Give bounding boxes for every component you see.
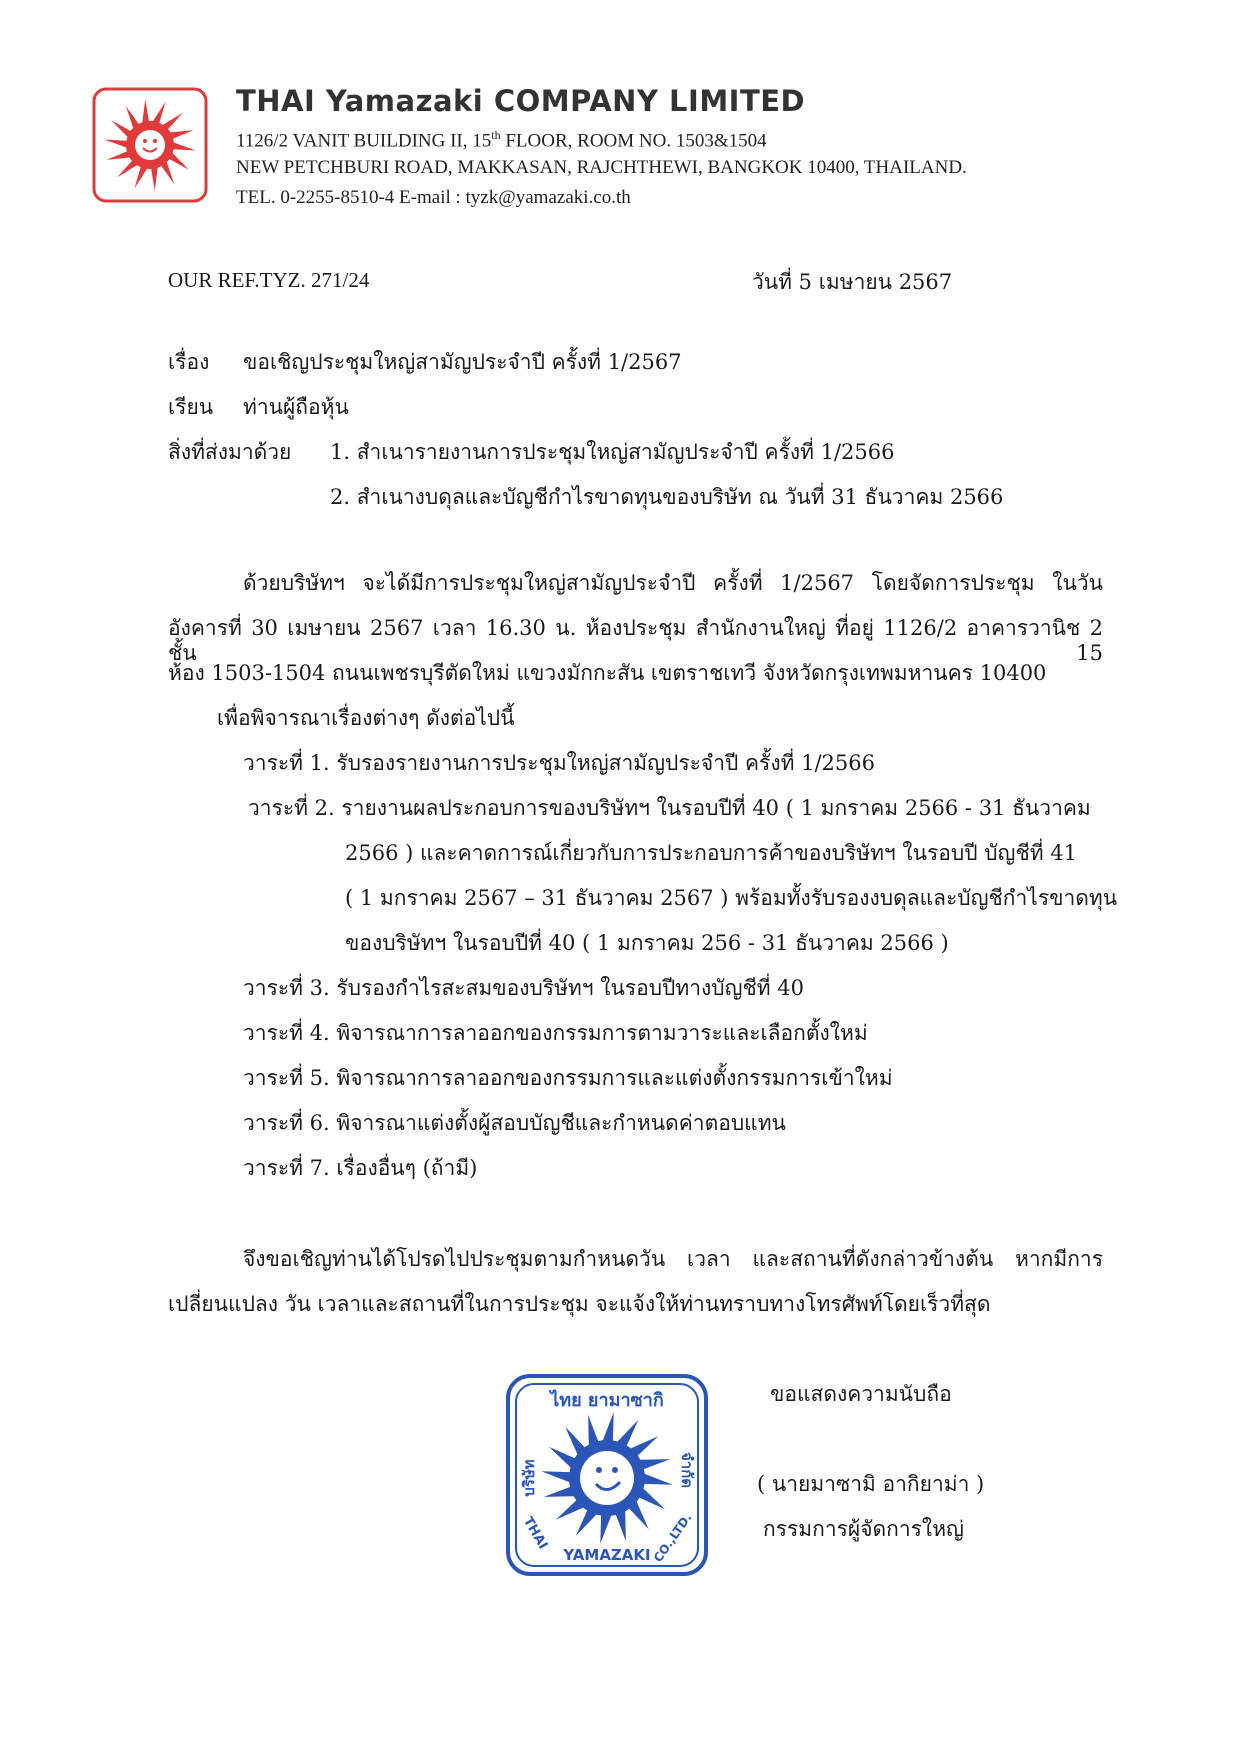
sun-ray-shape [541,1471,573,1484]
intro-line-3: ห้อง 1503-1504 ถนนเพชรบุรีตัดใหม่ แขวงมักกะสัน เขตราชเทวี จังหวัดกรุงเทพมหานคร 10400 [168,661,1047,685]
agenda-item-5: วาระที่ 5. พิจารณาการลาออกของกรรมการและแต่งตั้งกรรมการเข้าใหม่ [243,1066,893,1090]
reference-number: OUR REF.TYZ. 271/24 [168,268,370,292]
agenda-item-2: วาระที่ 2. รายงานผลประกอบการของบริษัทฯ ในรอบปีที่ 40 ( 1 มกราคม 2566 - 31 ธันวาคม [248,796,1091,820]
svg-text:จำกัด: จำกัด [678,1451,696,1489]
signatory-name: ( นายมาซามิ อากิยาม่า ) [757,1472,985,1496]
sun-ray-shape [600,1512,613,1544]
company-address-line-1: 1126/2 VANIT BUILDING II, 15th FLOOR, ROOM NO. 1503&1504 [236,128,767,152]
agenda-item-7: วาระที่ 7. เรื่องอื่นๆ (ถ้ามี) [243,1156,478,1180]
svg-text:THAI: THAI [519,1514,551,1553]
company-seal-stamp [502,1370,712,1580]
signatory-title: กรรมการผู้จัดการใหญ่ [763,1517,964,1541]
closing-regards: ขอแสดงความนับถือ [770,1382,952,1406]
intro-line-4: เพื่อพิจารณาเรื่องต่างๆ ดังต่อไปนี้ [217,706,515,730]
company-address-line-2: NEW PETCHBURI ROAD, MAKKASAN, RAJCHTHEWI, BANGKOK 10400, THAILAND. [236,157,967,178]
agenda-item-4: วาระที่ 4. พิจารณาการลาออกของกรรมการตามวาระและเลือกตั้งใหม่ [243,1021,868,1045]
svg-text:บริษัท: บริษัท [520,1459,538,1497]
subject-text: ขอเชิญประชุมใหญ่สามัญประจำปี ครั้งที่ 1/2567 [243,350,682,374]
agenda-item-2-cont-2: ( 1 มกราคม 2567 – 31 ธันวาคม 2567 ) พร้อมทั้งรับรองงบดุลและบัญชีกำไรขาดทุน [345,886,1118,910]
company-contact: TEL. 0-2255-8510-4 E-mail : tyzk@yamazaki.co.th [236,187,631,208]
svg-text:YAMAZAKI: YAMAZAKI [563,1546,651,1564]
company-name: THAI Yamazaki COMPANY LIMITED [236,84,806,118]
company-logo-sun-icon [92,87,208,203]
agenda-item-1: วาระที่ 1. รับรองรายงานการประชุมใหญ่สามัญประจำปี ครั้งที่ 1/2566 [243,751,875,775]
svg-text:ไทย ยามาซากิ: ไทย ยามาซากิ [550,1390,664,1411]
agenda-item-2-cont-1: 2566 ) และคาดการณ์เกี่ยวกับการประกอบการค้าของบริษัทฯ ในรอบปี บัญชีที่ 41 [345,841,1077,865]
letter-date: วันที่ 5 เมษายน 2567 [752,270,953,294]
sun-ray-shape [641,1472,673,1485]
svg-text:CO.,LTD.: CO.,LTD. [650,1510,695,1565]
closing-line-1: จึงขอเชิญท่านได้โปรดไปประชุมตามกำหนดวัน เวลา และสถานที่ดังกล่าวข้างต้น หากมีการ [243,1247,1103,1271]
attachment-item-2: 2. สำเนางบดุลและบัญชีกำไรขาดทุนของบริษัท ณ วันที่ 31 ธันวาคม 2566 [330,485,1004,509]
to-text: ท่านผู้ถือหุ้น [243,395,349,419]
subject-label: เรื่อง [168,350,210,374]
closing-line-2: เปลี่ยนแปลง วัน เวลาและสถานที่ในการประชุม จะแจ้งให้ท่านทราบทางโทรศัพท์โดยเร็วที่สุด [168,1292,991,1316]
agenda-item-2-cont-3: ของบริษัทฯ ในรอบปีที่ 40 ( 1 มกราคม 256 - 31 ธันวาคม 2566 ) [345,931,949,955]
agenda-item-3: วาระที่ 3. รับรองกำไรสะสมของบริษัทฯ ในรอบปีทางบัญชีที่ 40 [243,976,804,1000]
intro-line-1: ด้วยบริษัทฯ จะได้มีการประชุมใหญ่สามัญประจำปี ครั้งที่ 1/2567 โดยจัดการประชุม ในวัน [243,571,1103,595]
attachments-label: สิ่งที่ส่งมาด้วย [168,440,292,464]
attachment-item-1: 1. สำเนารายงานการประชุมใหญ่สามัญประจำปี ครั้งที่ 1/2566 [330,440,895,464]
to-label: เรียน [168,395,214,419]
intro-line-2: อังคารที่ 30 เมษายน 2567 เวลา 16.30 น. ห้องประชุม สำนักงานใหญ่ ที่อยู่ 1126/2 อาคารวานิช 2 ชั้น 15 [168,616,1103,666]
sun-ray-shape [601,1412,614,1444]
agenda-item-6: วาระที่ 6. พิจารณาแต่งตั้งผู้สอบบัญชีและกำหนดค่าตอบแทน [243,1111,786,1135]
